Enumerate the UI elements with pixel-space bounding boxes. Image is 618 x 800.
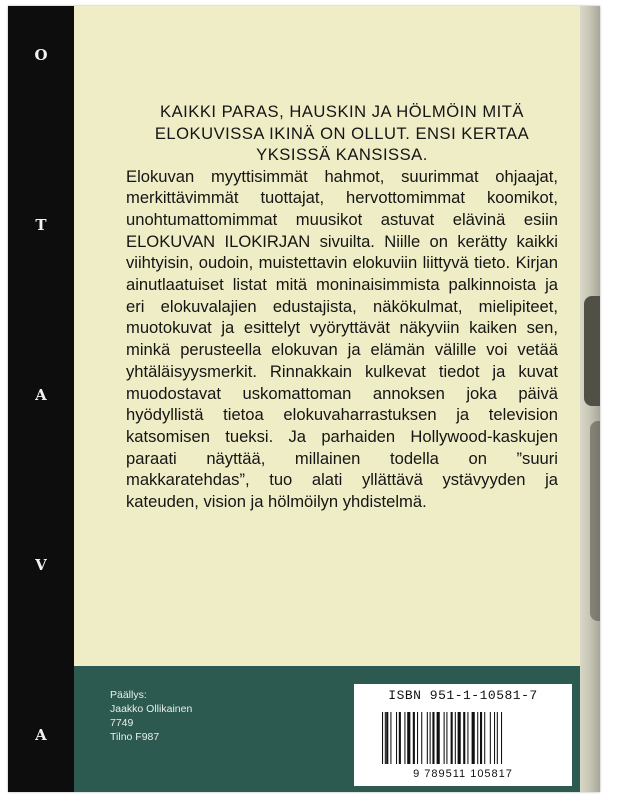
cover-credits [110, 688, 192, 744]
spine-letter-v: V [35, 556, 47, 574]
credit-order-number: Tilno F987 [110, 731, 160, 743]
edge-decoration-bottom [590, 421, 600, 621]
publisher-spine-strip [8, 6, 74, 792]
blurb-body: Elokuvan myyttisimmät hahmot, suurimmat ohjaajat, merkittävimmät tuottajat, hervottomimmat koomikot, unohtumattomimmat muusikot astuvat elävinä esiin ELOKUVAN ILOKIRJAN sivuilta. Niille on kerätty kaikki viihtyisin, oudoin, muistettavin elokuviin liittyvä tieto. Kirjan ainutlaatuiset listat mitä moninaisimmista palkinnoista ja eri elokuvalajien edustajista, näkökulmat, mielipiteet, muotokuvat ja esittelyt vyöryttävät näkyviin kaiken sen, minkä perusteella elokuvan ja elämän välille voi vetää yhtäläisyysmerkit. Rinnakkain kulkevat tiedot ja kuvat muodostavat uskomattoman annoksen joka päivä hyödyllistä tietoa elokuvaharrastuksen ja television katsomisen tueksi. Ja parhaiden Hollywood-kaskujen paraati näyttää, millainen todella on ”suuri makkaratehdas”, tuo alati yllättävä ystävyyden ja kateuden, vision ja hölmöilyn yhdistelmä. [126, 166, 558, 512]
ean-number: 9 789511 105817 [413, 768, 513, 780]
edge-decoration-top [584, 296, 600, 406]
footer-band [74, 666, 580, 792]
credit-label: Päällys: [110, 689, 147, 701]
isbn-barcode-box [354, 684, 572, 786]
spine-letter-a: A [35, 386, 47, 404]
book-back-cover [8, 6, 600, 792]
spine-letter-t: T [35, 216, 47, 234]
blurb-text-block [126, 101, 558, 513]
isbn-number: ISBN 951-1-10581-7 [388, 688, 538, 703]
book-side-edge [580, 6, 600, 792]
credit-code: 7749 [110, 717, 134, 729]
blurb-headline: KAIKKI PARAS, HAUSKIN JA HÖLMÖIN MITÄ ELOKUVISSA IKINÄ ON OLLUT. ENSI KERTAA YKSISSÄ KANSISSA. [154, 102, 530, 164]
barcode-image [382, 712, 552, 764]
credit-designer: Jaakko Ollikainen [110, 703, 193, 715]
spine-letter-a-bottom: A [35, 726, 47, 744]
spine-letter-o: O [34, 46, 48, 64]
